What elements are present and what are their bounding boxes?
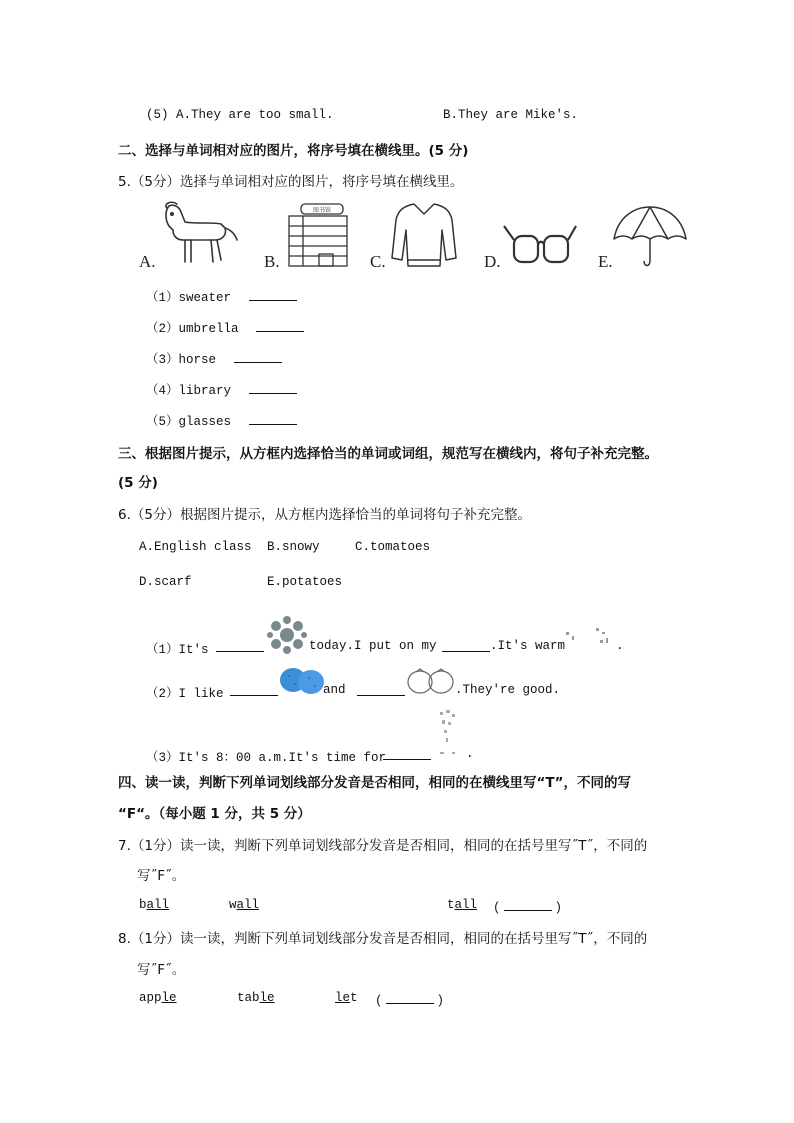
word-item-sweater: （1）sweater: [146, 287, 297, 305]
picture-label-d: D.: [484, 252, 501, 271]
section4-heading-cont: “F“。（每小题 1 分，共 5 分）: [118, 806, 311, 822]
answer-blank[interactable]: [234, 350, 282, 363]
answer-blank[interactable]: [249, 381, 297, 394]
glasses-picture: [500, 222, 580, 270]
word-apple: apple: [139, 991, 177, 1005]
library-picture: [283, 200, 353, 270]
sentence-1-dot: .: [616, 639, 624, 653]
answer-blank[interactable]: [216, 639, 264, 652]
q4-option-a: (5) A.They are too small.: [146, 108, 334, 122]
word-item-glasses: （5）glasses: [146, 411, 297, 429]
picture-label-e: E.: [598, 252, 613, 271]
sentence-2-start: （2）I like: [146, 687, 224, 701]
picture-label-a: A.: [139, 252, 156, 271]
answer-paren: ( ): [375, 991, 444, 1008]
section3-question: 6.（5分）根据图片提示，从方框内选择恰当的单词将句子补充完整。: [118, 507, 531, 523]
word-item-library: （4）library: [146, 380, 297, 398]
answer-blank[interactable]: [383, 747, 431, 760]
library-sign: 图书馆: [312, 207, 332, 214]
answer-blank[interactable]: [386, 991, 434, 1004]
option-c: C.tomatoes: [355, 540, 431, 554]
answer-blank[interactable]: [249, 412, 297, 425]
answer-blank[interactable]: [504, 898, 552, 911]
potatoes-picture: [279, 664, 325, 696]
word-item-horse: （3）horse: [146, 349, 282, 367]
word-tall: tall: [447, 898, 478, 912]
horse-picture: [155, 200, 241, 268]
tomatoes-picture: [406, 664, 456, 696]
sentence-2-end: .They're good.: [455, 683, 561, 697]
umbrella-picture: [610, 203, 690, 271]
section2-question: 5.（5分）选择与单词相对应的图片，将序号填在横线里。: [118, 174, 464, 190]
english-class-picture: [432, 708, 466, 758]
option-e: E.potatoes: [267, 575, 343, 589]
word-item-umbrella: （2）umbrella: [146, 318, 304, 336]
section4-heading: 四、读一读，判断下列单词划线部分发音是否相同，相同的在横线里写“T”，不同的写: [118, 775, 631, 791]
sentence-3-start: （3）It's 8：00 a.m.It's time for: [146, 751, 387, 765]
word-ball: ball: [139, 898, 170, 912]
sentence-1-start: （1）It's: [146, 643, 209, 657]
answer-blank[interactable]: [442, 639, 490, 652]
question-7: 7.（1分）读一读，判断下列单词划线部分发音是否相同，相同的在括号里写˝T˝，不同的: [118, 838, 648, 854]
q4-option-b: B.They are Mike's.: [443, 108, 579, 122]
question-7-cont: 写˝F˝。: [137, 868, 186, 884]
option-d: D.scarf: [139, 575, 192, 589]
word-let: let: [335, 991, 358, 1005]
sweater-picture: [388, 200, 460, 270]
sentence-1-middle: today.I put on my: [309, 639, 437, 653]
word-wall: wall: [229, 898, 260, 912]
picture-label-c: C.: [370, 252, 386, 271]
scarf-picture: [562, 624, 616, 650]
option-a: A.English class: [139, 540, 252, 554]
question-8-cont: 写˝F˝。: [137, 962, 186, 978]
option-b: B.snowy: [267, 540, 320, 554]
answer-blank[interactable]: [230, 683, 278, 696]
answer-blank[interactable]: [357, 683, 405, 696]
sentence-2-and: and: [323, 683, 346, 697]
word-table: table: [237, 991, 275, 1005]
answer-blank[interactable]: [249, 288, 297, 301]
sentence-3-dot: .: [466, 747, 474, 761]
snowflake-picture: [266, 614, 308, 656]
answer-blank[interactable]: [256, 319, 304, 332]
question-8: 8.（1分）读一读，判断下列单词划线部分发音是否相同，相同的在括号里写˝T˝，不同的: [118, 931, 648, 947]
answer-paren: ( ): [493, 898, 562, 915]
section3-heading-cont: (5 分): [118, 475, 158, 491]
section3-heading: 三、根据图片提示，从方框内选择恰当的单词或词组，规范写在横线内，将句子补充完整。: [118, 446, 658, 462]
section2-heading: 二、选择与单词相对应的图片，将序号填在横线里。(5 分): [118, 143, 469, 159]
picture-label-b: B.: [264, 252, 280, 271]
sentence-1-end: .It's warm: [490, 639, 566, 653]
